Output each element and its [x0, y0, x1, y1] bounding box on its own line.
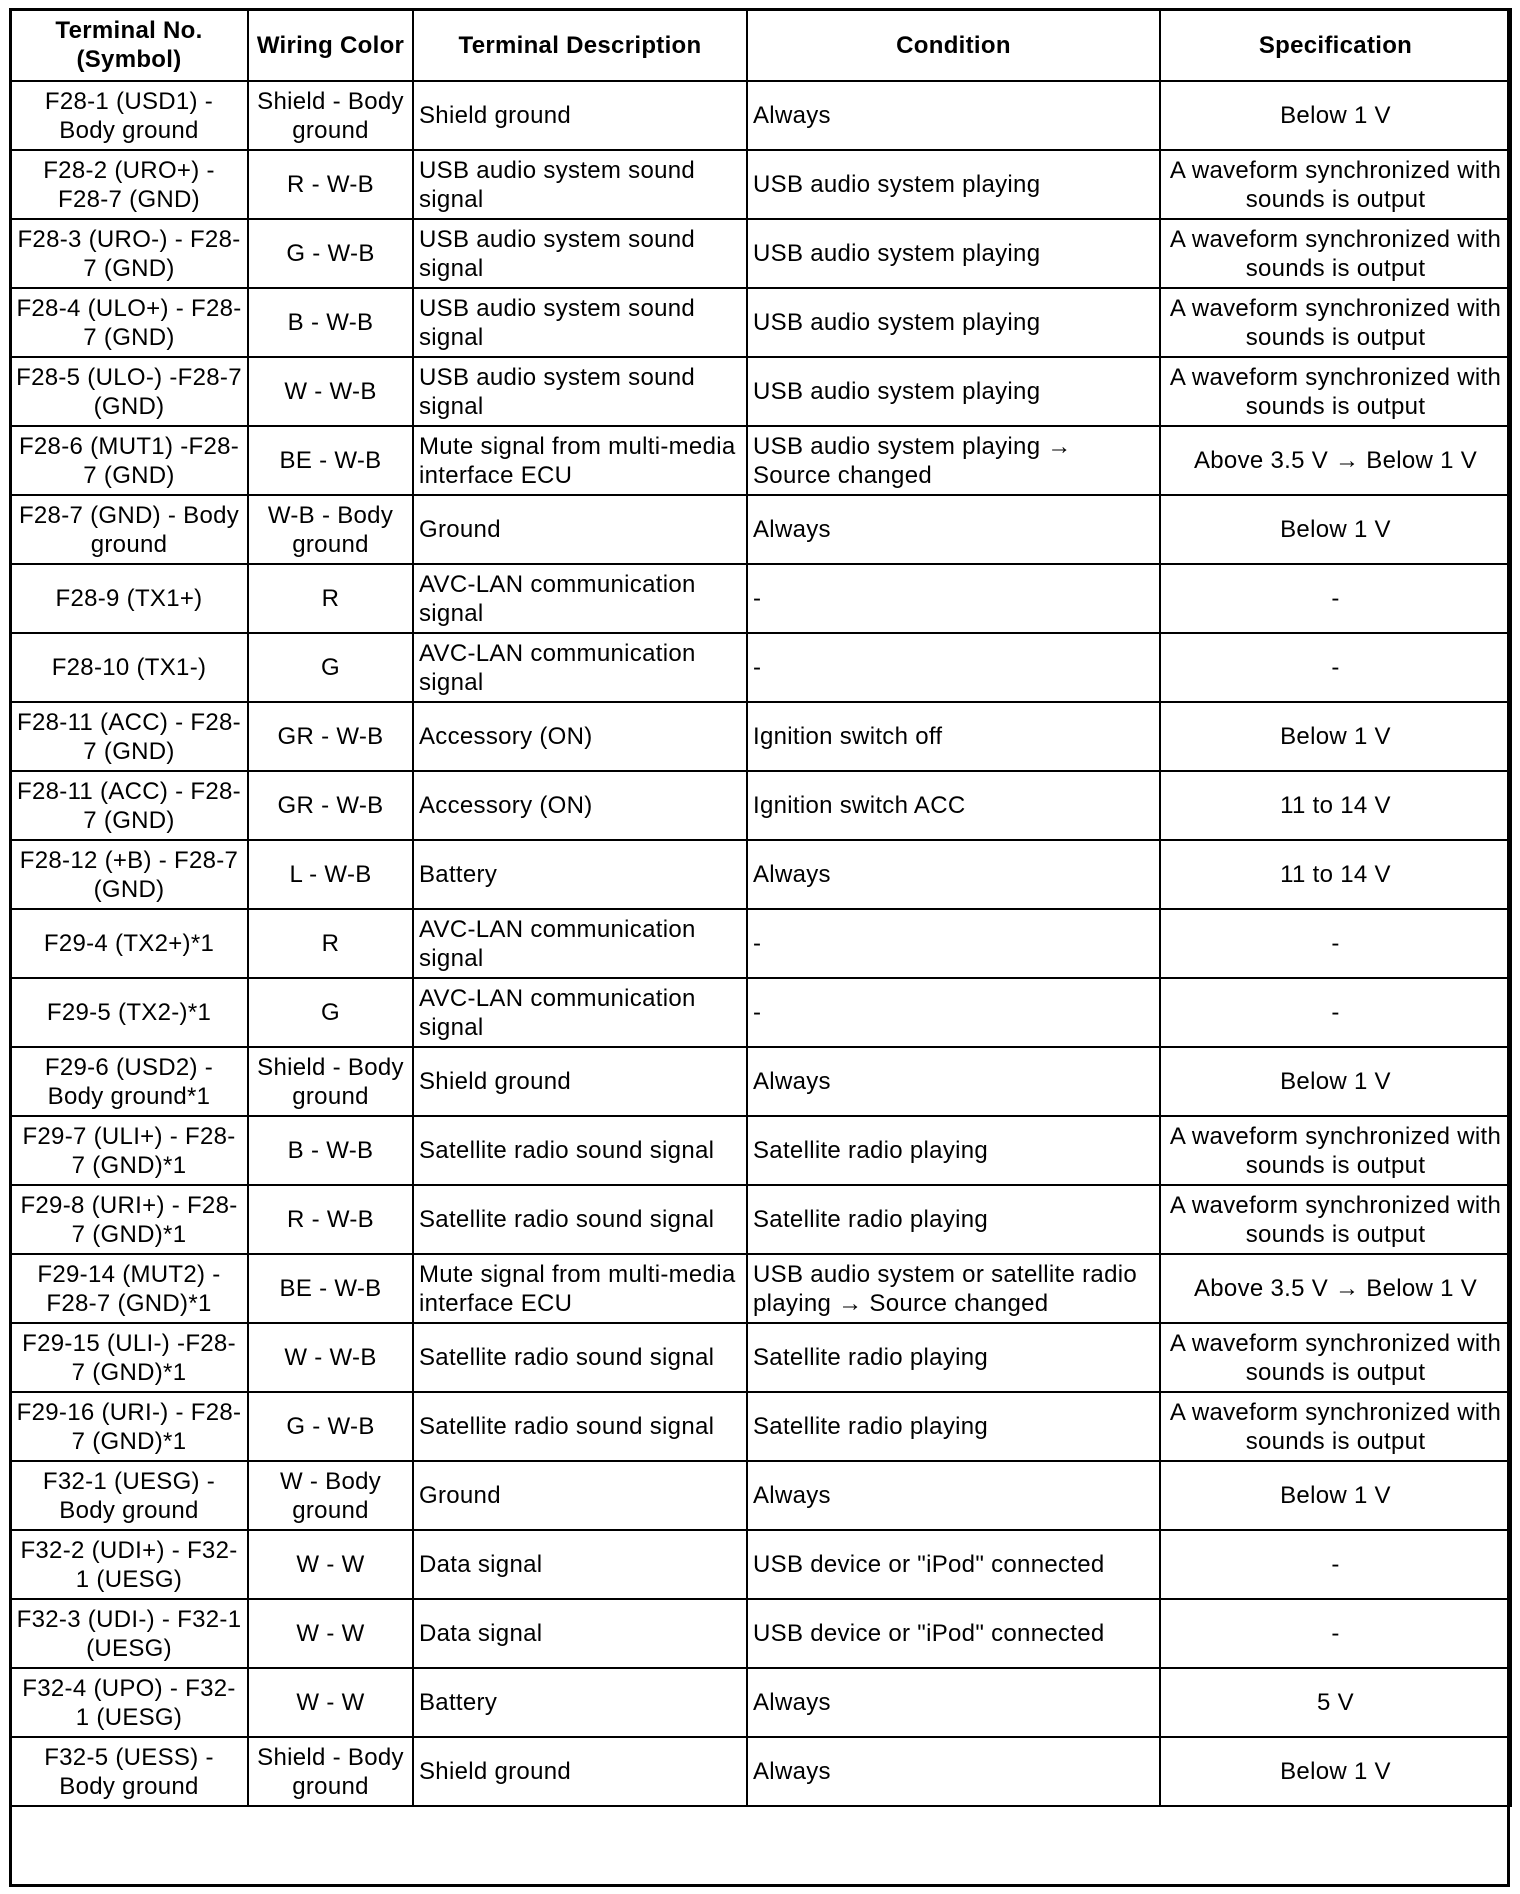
cell-terminal-description: USB audio system sound signal [413, 288, 747, 357]
cell-condition: Always [747, 1668, 1160, 1737]
cell-wiring-color: Shield - Body ground [248, 81, 413, 150]
cell-wiring-color: G [248, 978, 413, 1047]
cell-terminal-description: Data signal [413, 1599, 747, 1668]
cell-condition: Always [747, 840, 1160, 909]
cell-terminal: F28-1 (USD1) - Body ground [10, 81, 248, 150]
cell-specification: A waveform synchronized with sounds is output [1160, 288, 1511, 357]
header-terminal: Terminal No. (Symbol) [10, 9, 248, 81]
table-row [10, 1737, 1511, 1806]
cell-wiring-color: G [248, 633, 413, 702]
cell-wiring-color: B - W-B [248, 288, 413, 357]
cell-terminal-description: AVC-LAN communication signal [413, 909, 747, 978]
cell-wiring-color: W - W [248, 1668, 413, 1737]
cell-wiring-color: R [248, 909, 413, 978]
cell-specification: Below 1 V [1160, 495, 1511, 564]
cell-condition: - [747, 633, 1160, 702]
cell-wiring-color: R - W-B [248, 1185, 413, 1254]
cell-terminal-description: Data signal [413, 1530, 747, 1599]
table-row [10, 1392, 1511, 1461]
cell-terminal: F28-5 (ULO-) -F28-7 (GND) [10, 357, 248, 426]
cell-condition: Satellite radio playing [747, 1392, 1160, 1461]
table-row [10, 771, 1511, 840]
cell-specification: Above 3.5 V → Below 1 V [1160, 426, 1511, 495]
table-row [10, 1254, 1511, 1323]
cell-terminal-description: Ground [413, 1461, 747, 1530]
cell-wiring-color: G - W-B [248, 1392, 413, 1461]
cell-terminal-description: AVC-LAN communication signal [413, 978, 747, 1047]
header-row [10, 9, 1511, 81]
cell-wiring-color: Shield - Body ground [248, 1737, 413, 1806]
table-row [10, 1116, 1511, 1185]
cell-wiring-color: G - W-B [248, 219, 413, 288]
cell-specification: - [1160, 1530, 1511, 1599]
cell-terminal-description: Battery [413, 1668, 747, 1737]
cell-wiring-color: R [248, 564, 413, 633]
table-row [10, 909, 1511, 978]
cell-specification: A waveform synchronized with sounds is output [1160, 1185, 1511, 1254]
cell-wiring-color: W - W-B [248, 1323, 413, 1392]
cell-condition: - [747, 909, 1160, 978]
table-row [10, 564, 1511, 633]
cell-condition: Satellite radio playing [747, 1116, 1160, 1185]
terminal-specification-sheet [9, 8, 1510, 1807]
cell-condition: Always [747, 495, 1160, 564]
cell-terminal: F32-4 (UPO) - F32-1 (UESG) [10, 1668, 248, 1737]
table-row [10, 1461, 1511, 1530]
cell-specification: A waveform synchronized with sounds is output [1160, 219, 1511, 288]
table-row [10, 633, 1511, 702]
cell-wiring-color: W - W-B [248, 357, 413, 426]
cell-condition: Satellite radio playing [747, 1185, 1160, 1254]
cell-terminal-description: Shield ground [413, 81, 747, 150]
cell-terminal-description: Shield ground [413, 1737, 747, 1806]
cell-specification: A waveform synchronized with sounds is output [1160, 357, 1511, 426]
cell-specification: - [1160, 564, 1511, 633]
cell-condition: - [747, 978, 1160, 1047]
cell-specification: - [1160, 909, 1511, 978]
cell-wiring-color: W - W [248, 1530, 413, 1599]
cell-terminal: F28-10 (TX1-) [10, 633, 248, 702]
cell-wiring-color: W-B - Body ground [248, 495, 413, 564]
cell-terminal-description: Shield ground [413, 1047, 747, 1116]
cell-specification: A waveform synchronized with sounds is output [1160, 1116, 1511, 1185]
cell-condition: Always [747, 1737, 1160, 1806]
header-terminal-description: Terminal Description [413, 9, 747, 81]
table-row [10, 357, 1511, 426]
cell-terminal-description: Battery [413, 840, 747, 909]
table-body [10, 81, 1511, 1806]
cell-wiring-color: R - W-B [248, 150, 413, 219]
cell-terminal: F28-6 (MUT1) -F28-7 (GND) [10, 426, 248, 495]
table-row [10, 426, 1511, 495]
cell-specification: Below 1 V [1160, 81, 1511, 150]
cell-terminal: F32-2 (UDI+) - F32-1 (UESG) [10, 1530, 248, 1599]
header-specification: Specification [1160, 9, 1511, 81]
table-row [10, 219, 1511, 288]
table-row [10, 840, 1511, 909]
cell-terminal: F28-12 (+B) - F28-7 (GND) [10, 840, 248, 909]
cell-specification: 5 V [1160, 1668, 1511, 1737]
cell-wiring-color: W - W [248, 1599, 413, 1668]
cell-specification: A waveform synchronized with sounds is output [1160, 1392, 1511, 1461]
table-row [10, 702, 1511, 771]
cell-terminal: F28-7 (GND) - Body ground [10, 495, 248, 564]
cell-terminal-description: Accessory (ON) [413, 771, 747, 840]
table-row [10, 1185, 1511, 1254]
cell-condition: USB device or "iPod" connected [747, 1530, 1160, 1599]
header-condition: Condition [747, 9, 1160, 81]
table-row [10, 150, 1511, 219]
cell-terminal: F28-4 (ULO+) - F28-7 (GND) [10, 288, 248, 357]
table-row [10, 81, 1511, 150]
cell-terminal: F29-16 (URI-) - F28-7 (GND)*1 [10, 1392, 248, 1461]
cell-terminal: F29-15 (ULI-) -F28-7 (GND)*1 [10, 1323, 248, 1392]
terminal-table [9, 8, 1512, 1807]
cell-terminal: F29-4 (TX2+)*1 [10, 909, 248, 978]
cell-condition: Ignition switch ACC [747, 771, 1160, 840]
table-row [10, 1668, 1511, 1737]
cell-condition: USB audio system or satellite radio playing → Source changed [747, 1254, 1160, 1323]
table-row [10, 1530, 1511, 1599]
cell-specification: Below 1 V [1160, 1737, 1511, 1806]
cell-specification: Above 3.5 V → Below 1 V [1160, 1254, 1511, 1323]
cell-terminal-description: Satellite radio sound signal [413, 1323, 747, 1392]
cell-terminal: F32-1 (UESG) - Body ground [10, 1461, 248, 1530]
cell-terminal-description: Satellite radio sound signal [413, 1116, 747, 1185]
cell-terminal: F29-5 (TX2-)*1 [10, 978, 248, 1047]
cell-condition: Always [747, 1047, 1160, 1116]
cell-condition: USB audio system playing [747, 288, 1160, 357]
header-wiring-color: Wiring Color [248, 9, 413, 81]
cell-terminal-description: AVC-LAN communication signal [413, 564, 747, 633]
cell-terminal-description: USB audio system sound signal [413, 219, 747, 288]
cell-wiring-color: BE - W-B [248, 1254, 413, 1323]
cell-wiring-color: W - Body ground [248, 1461, 413, 1530]
cell-terminal: F28-11 (ACC) - F28-7 (GND) [10, 771, 248, 840]
cell-terminal: F29-14 (MUT2) -F28-7 (GND)*1 [10, 1254, 248, 1323]
cell-specification: A waveform synchronized with sounds is output [1160, 150, 1511, 219]
cell-condition: USB audio system playing [747, 150, 1160, 219]
cell-condition: USB audio system playing → Source changed [747, 426, 1160, 495]
cell-terminal-description: Accessory (ON) [413, 702, 747, 771]
cell-specification: 11 to 14 V [1160, 840, 1511, 909]
cell-terminal-description: USB audio system sound signal [413, 150, 747, 219]
cell-terminal-description: Satellite radio sound signal [413, 1392, 747, 1461]
cell-terminal-description: Mute signal from multi-media interface ECU [413, 426, 747, 495]
cell-wiring-color: GR - W-B [248, 702, 413, 771]
cell-specification: Below 1 V [1160, 1047, 1511, 1116]
table-row [10, 495, 1511, 564]
cell-condition: Always [747, 81, 1160, 150]
table-row [10, 1047, 1511, 1116]
cell-wiring-color: L - W-B [248, 840, 413, 909]
cell-condition: Ignition switch off [747, 702, 1160, 771]
cell-wiring-color: GR - W-B [248, 771, 413, 840]
cell-condition: USB audio system playing [747, 219, 1160, 288]
cell-terminal: F32-3 (UDI-) - F32-1 (UESG) [10, 1599, 248, 1668]
cell-condition: USB device or "iPod" connected [747, 1599, 1160, 1668]
cell-specification: 11 to 14 V [1160, 771, 1511, 840]
cell-terminal: F32-5 (UESS) - Body ground [10, 1737, 248, 1806]
cell-terminal: F29-7 (ULI+) - F28-7 (GND)*1 [10, 1116, 248, 1185]
cell-wiring-color: Shield - Body ground [248, 1047, 413, 1116]
cell-wiring-color: B - W-B [248, 1116, 413, 1185]
cell-terminal-description: Ground [413, 495, 747, 564]
cell-specification: A waveform synchronized with sounds is output [1160, 1323, 1511, 1392]
cell-specification: Below 1 V [1160, 1461, 1511, 1530]
cell-terminal: F28-11 (ACC) - F28-7 (GND) [10, 702, 248, 771]
cell-terminal: F28-2 (URO+) - F28-7 (GND) [10, 150, 248, 219]
table-row [10, 288, 1511, 357]
cell-condition: - [747, 564, 1160, 633]
cell-wiring-color: BE - W-B [248, 426, 413, 495]
cell-specification: Below 1 V [1160, 702, 1511, 771]
cell-condition: USB audio system playing [747, 357, 1160, 426]
cell-specification: - [1160, 633, 1511, 702]
cell-terminal-description: USB audio system sound signal [413, 357, 747, 426]
cell-terminal: F29-8 (URI+) - F28-7 (GND)*1 [10, 1185, 248, 1254]
cell-terminal-description: Mute signal from multi-media interface ECU [413, 1254, 747, 1323]
cell-terminal: F29-6 (USD2) - Body ground*1 [10, 1047, 248, 1116]
cell-terminal: F28-3 (URO-) - F28-7 (GND) [10, 219, 248, 288]
table-row [10, 978, 1511, 1047]
table-row [10, 1323, 1511, 1392]
cell-condition: Always [747, 1461, 1160, 1530]
cell-terminal: F28-9 (TX1+) [10, 564, 248, 633]
cell-condition: Satellite radio playing [747, 1323, 1160, 1392]
cell-terminal-description: AVC-LAN communication signal [413, 633, 747, 702]
cell-specification: - [1160, 1599, 1511, 1668]
table-row [10, 1599, 1511, 1668]
cell-specification: - [1160, 978, 1511, 1047]
cell-terminal-description: Satellite radio sound signal [413, 1185, 747, 1254]
